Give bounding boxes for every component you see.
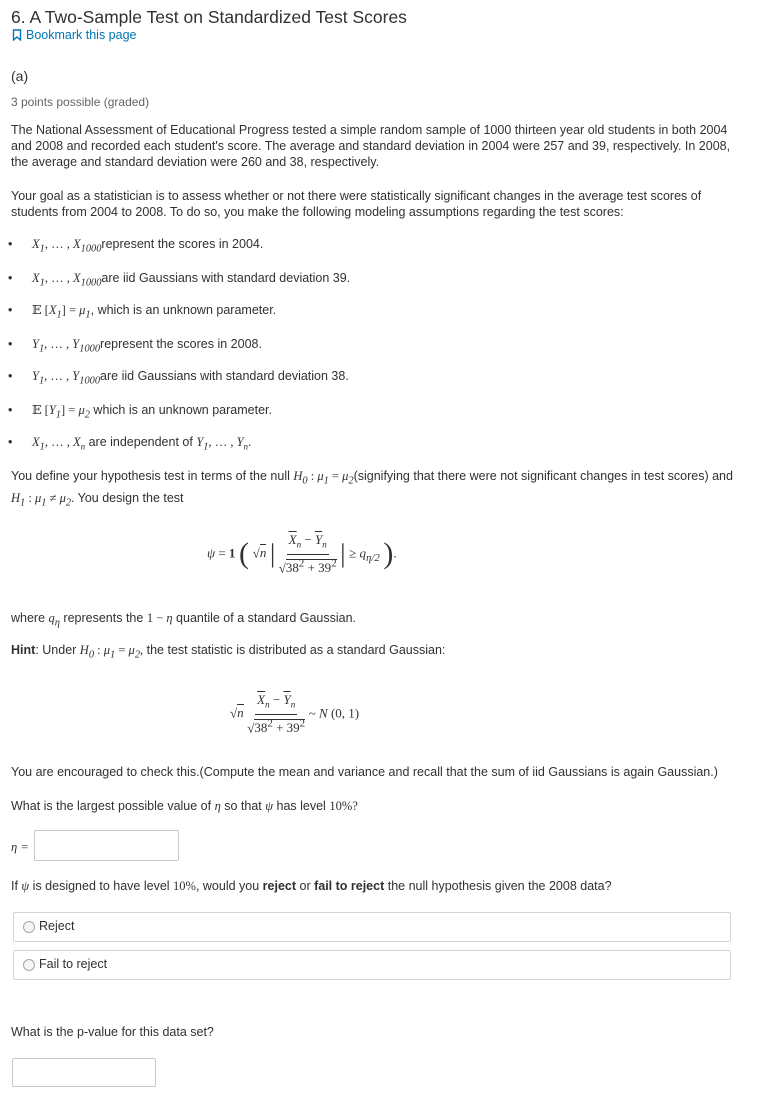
hint-line: Hint: Under $H_0$ : $\mu_1 = \mu_2$, the test statistic is distributed as a standard Gaussian: (11, 643, 446, 661)
assumption-text: , which is an unknown parameter. (90, 303, 277, 317)
eta-label: η = (11, 840, 29, 854)
assumption-text: represent the scores in 2004. (101, 237, 264, 251)
q1-level: 10%? (329, 799, 358, 813)
hypothesis-intro-text: You define your hypothesis test in terms of the null (11, 469, 294, 483)
assumption-text: which is an unknown parameter. (89, 403, 272, 417)
question-3: What is the p-value for this data set? (11, 1025, 214, 1039)
q2-if-text: If (11, 879, 22, 893)
question-2: If ψ is designed to have level 10%, would you reject or fail to reject the null hypothesis given the 2008 data? (11, 879, 612, 893)
hypothesis-end-text: You design the test (74, 490, 184, 505)
hint-text: : Under (35, 643, 80, 657)
bookmark-label: Bookmark this page (26, 28, 137, 42)
encourage-text: You are encouraged to check this.(Compute the mean and variance and recall that the sum of iid Gaussians is again Gaussian.) (11, 765, 718, 779)
hint-label: Hint (11, 643, 36, 657)
intro-paragraph: The National Assessment of Educational Progress tested a simple random sample of 1000 thirteen year old students in both 2004 and 2008 and recorded each student's score. The average and standard deviation in 2004 were 257 and 39, respectively. In 2008, the average and standard deviation were 260 and 38, respectively. (11, 123, 731, 169)
hypothesis-mid-text: (signifying that there were not significant changes in test scores) and (353, 469, 733, 483)
radio-button[interactable] (23, 921, 35, 933)
q2-text1: , would you (195, 879, 263, 893)
q2-or: or (296, 879, 315, 893)
goal-paragraph: Your goal as a statistician is to assess whether or not there were statistically significant changes in the average test scores of students from 2004 to 2008. To do so, you make the following modeling assumptions regarding the test scores: (11, 189, 702, 219)
assumption-text: are iid Gaussians with standard deviation 39. (101, 271, 351, 285)
test-formula: ψ = 1 ( √n | $\frac{\overline{X}_n - \overline{Y}_n}{√38^2 + 39^2}$ | ≥ $q_{\eta/2}$ ). (207, 532, 397, 575)
where-mid-text: represents the (59, 611, 147, 625)
where-line: where $q_\eta$ represents the 1 − η quantile of a standard Gaussian. (11, 611, 357, 629)
q2-reject: reject (262, 879, 297, 893)
question-1: What is the largest possible value of η so that ψ has level 10%? (11, 799, 358, 813)
bookmark-icon (12, 29, 22, 41)
points-possible: 3 points possible (graded) (11, 95, 150, 109)
radio-button[interactable] (23, 959, 35, 971)
option-reject[interactable] (13, 912, 731, 942)
page-title: 6. A Two-Sample Test on Standardized Test Scores (11, 7, 407, 27)
hypothesis-paragraph: You define your hypothesis test in terms of the null $H_0$ : $\mu_1$ = $\mu_2(signifying$ that there were not significant changes in test scores) and $H_1$ : $\mu_1 \ne \mu_2$. You design the test (11, 469, 733, 508)
q2-mid-text: is designed to have level (29, 879, 174, 893)
assumption-text: are iid Gaussians with standard deviation 38. (100, 369, 349, 383)
assumption-text: are independent of (85, 435, 197, 449)
part-label: (a) (11, 68, 29, 84)
option-label: Reject (39, 919, 75, 933)
q2-text2: the null hypothesis given the 2008 data? (384, 879, 612, 893)
eta-input[interactable] (34, 830, 179, 861)
assumption-text: represent the scores in 2008. (100, 337, 262, 351)
q2-level: 10% (173, 879, 196, 893)
pvalue-input[interactable] (12, 1058, 156, 1087)
q1-mid-text: so that (220, 799, 266, 813)
where-suffix-text: quantile of a standard Gaussian. (172, 611, 357, 625)
q1-suffix-text: has level (273, 799, 330, 813)
option-fail-to-reject[interactable] (13, 950, 731, 980)
q2-fail: fail to reject (314, 879, 385, 893)
q1-prefix-text: What is the largest possible value of (11, 799, 215, 813)
where-prefix-text: where (11, 611, 49, 625)
bookmark-link[interactable] (12, 28, 136, 42)
hint-suffix-text: the test statistic is distributed as a standard Gaussian: (143, 643, 446, 657)
option-label: Fail to reject (39, 957, 108, 971)
distribution-formula: √n $\frac{\overline{X}_n - \overline{Y}_n}{√38^2 + 39^2}$ ~ N (0, 1) (230, 692, 360, 735)
